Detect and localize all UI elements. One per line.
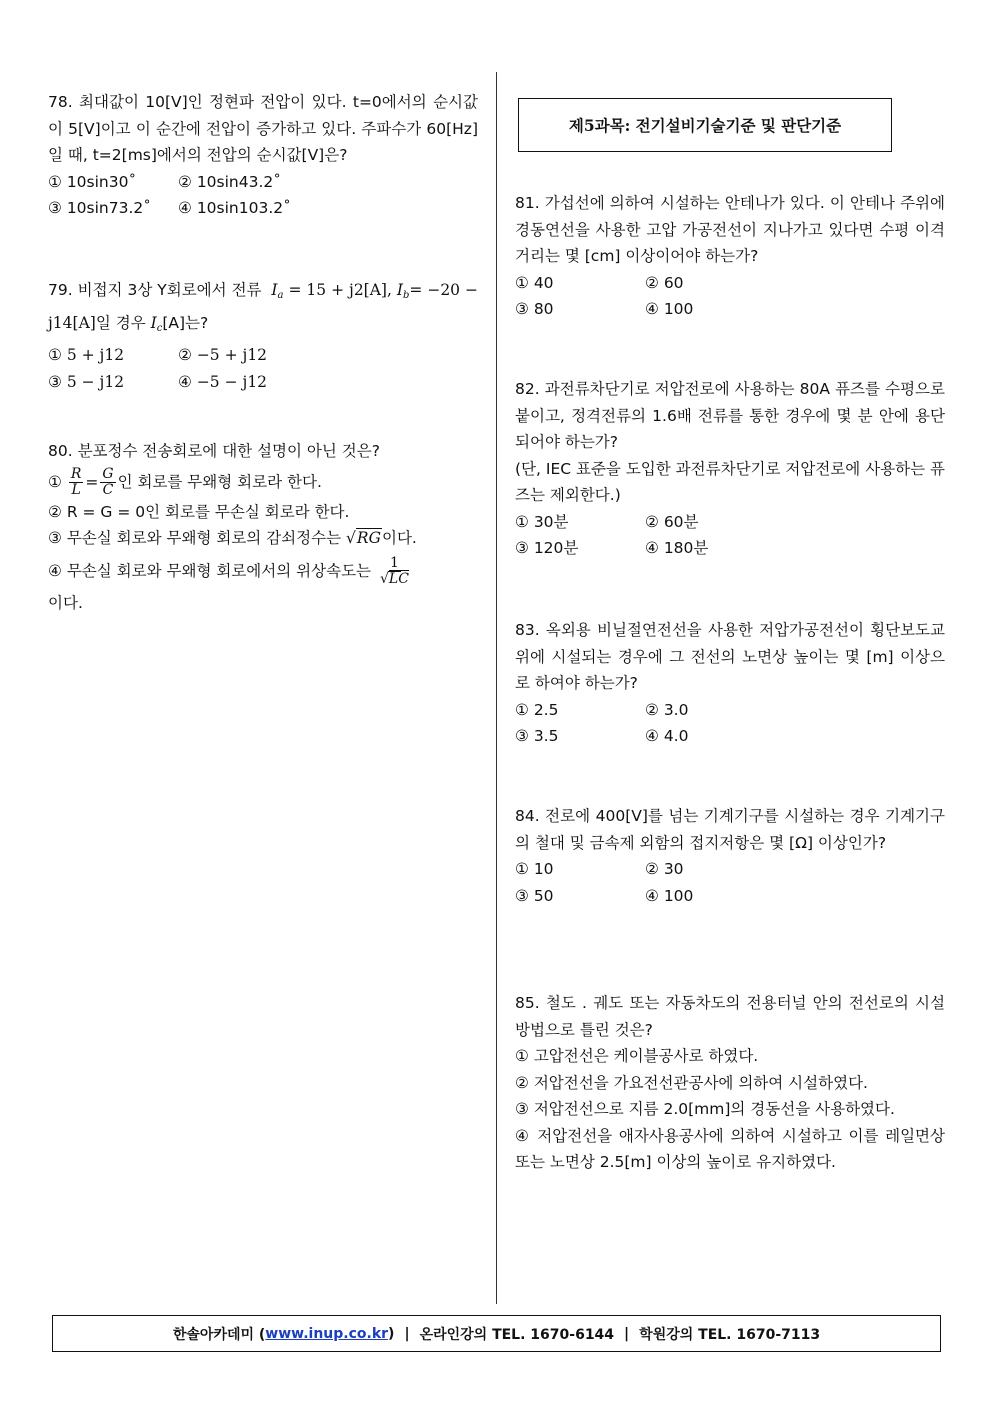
question-85-stem: 85. 철도 . 궤도 또는 자동차도의 전용터널 안의 전선로의 시설방법으로 틀린 것은?: [515, 994, 945, 1039]
current-b-value: = −20 − j14[A]일 경우: [48, 281, 478, 332]
option-1[interactable]: ① 10: [515, 860, 554, 878]
current-c-symbol: $I_c$: [150, 313, 163, 334]
option-1[interactable]: ① 5 + j12: [48, 346, 125, 364]
option-3-tail: 이다.: [381, 529, 417, 547]
option-1[interactable]: ① 30분: [515, 512, 569, 531]
sqrt-rg: √RG: [346, 529, 381, 547]
footer-website-link[interactable]: www.inup.co.kr: [265, 1325, 389, 1342]
question-84: [515, 803, 945, 909]
option-1[interactable]: ① 10sin30˚: [48, 172, 137, 191]
option-4[interactable]: ④ 180분: [645, 539, 709, 557]
option-3[interactable]: [48, 525, 478, 552]
question-80: [48, 438, 478, 616]
question-79-stem: [48, 277, 478, 342]
question-81-stem: 81. 가섭선에 의하여 시설하는 안테나가 있다. 이 안테나 주위에 경동연선을 사용한 고압 가공전선이 지나가고 있다면 수평 이격거리는 몇 [cm] 이상이어야 하는가?: [515, 194, 945, 265]
option-3[interactable]: ③ 5 − j12: [48, 372, 125, 391]
footer-offline-phone: 학원강의 TEL. 1670-7113: [639, 1326, 821, 1343]
question-82-stem: 82. 과전류차단기로 저압전로에 사용하는 80A 퓨즈를 수평으로 붙이고, 정격전류의 1.6배 전류를 통한 경우에 몇 분 안에 용단되어야 하는가?: [515, 380, 945, 451]
option-3[interactable]: ③ 3.5: [515, 727, 559, 745]
option-2[interactable]: ② 60: [645, 273, 684, 292]
option-4[interactable]: [48, 552, 478, 590]
option-3[interactable]: ③ 10sin73.2˚: [48, 199, 152, 217]
option-4[interactable]: ④ 100: [645, 300, 694, 318]
question-82-note: (단, IEC 표준을 도입한 과전류차단기로 저압전로에 사용하는 퓨즈는 제외한다.): [515, 459, 946, 504]
option-1-text: 인 회로를 무왜형 회로라 한다.: [117, 472, 322, 491]
fraction-r-over-l: $\frac{R}{L}$: [70, 465, 82, 498]
fraction-g-over-c: $\frac{G}{C}$: [102, 465, 114, 498]
fraction-1-over-sqrt-lc: $\frac{1}{√LC}$: [379, 554, 409, 587]
column-divider: [496, 72, 497, 1304]
option-4[interactable]: ④ 저압전선을 애자사용공사에 의하여 시설하고 이를 레일면상 또는 노면상 2.5[m] 이상의 높이로 유지하였다.: [515, 1126, 945, 1171]
option-2[interactable]: ② 10sin43.2˚: [178, 172, 282, 191]
option-2[interactable]: ② R = G = 0인 회로를 무손실 회로라 한다.: [48, 502, 350, 521]
option-2[interactable]: ② 60분: [645, 512, 699, 531]
question-83: [515, 617, 945, 750]
option-1[interactable]: ① 40: [515, 273, 554, 292]
question-83-options: [515, 697, 945, 750]
question-79: [48, 277, 478, 395]
option-4[interactable]: ④ 10sin103.2˚: [178, 199, 291, 217]
option-4[interactable]: ④ 4.0: [645, 727, 689, 745]
question-84-options: [515, 856, 945, 909]
question-85: [515, 990, 945, 1176]
footer-close-paren: ): [388, 1325, 395, 1342]
section-title: 제5과목: 전기설비기술기준 및 판단기준: [518, 98, 892, 152]
question-82: [515, 376, 945, 562]
option-4-text: ④ 무손실 회로와 무왜형 회로에서의 위상속도는: [48, 561, 372, 580]
question-84-stem: 84. 전로에 400[V]를 넘는 기계기구를 시설하는 경우 기계기구의 철대 및 금속제 외함의 접지저항은 몇 [Ω] 이상인가?: [515, 807, 945, 852]
option-2[interactable]: ② 저압전선을 가요전선관공사에 의하여 시설하였다.: [515, 1073, 868, 1092]
question-78: [48, 89, 478, 222]
current-a-symbol: $I_a$: [271, 281, 284, 301]
option-4[interactable]: ④ −5 − j12: [178, 372, 268, 391]
footer: [52, 1315, 941, 1352]
option-4[interactable]: ④ 100: [645, 886, 694, 905]
footer-online-phone: 온라인강의 TEL. 1670-6144: [419, 1326, 615, 1343]
option-1[interactable]: ① 2.5: [515, 700, 559, 719]
option-2[interactable]: ② 30: [645, 860, 684, 878]
footer-academy: 한솔아카데미 (: [172, 1326, 266, 1343]
current-a-value: = 15 + j2[A],: [288, 281, 392, 299]
option-3[interactable]: ③ 120분: [515, 539, 579, 557]
question-79-options: [48, 342, 478, 395]
question-80-stem: 80. 분포정수 전송회로에 대한 설명이 아닌 것은?: [48, 442, 380, 460]
option-3[interactable]: ③ 50: [515, 886, 554, 905]
question-82-options: [515, 509, 945, 562]
footer-separator: |: [404, 1325, 410, 1342]
option-2[interactable]: ② −5 + j12: [178, 346, 268, 364]
option-1[interactable]: ① $\frac{R}{L}$ = $\frac{G}{C}$ 인 회로를 무왜형 회로라 한다.: [48, 465, 322, 498]
question-83-stem: 83. 옥외용 비닐절연전선을 사용한 저압가공전선이 횡단보도교 위에 시설되는 경우에 그 전선의 노면상 높이는 몇 [m] 이상으로 하여야 하는가?: [515, 621, 945, 692]
option-3[interactable]: ③ 80: [515, 300, 554, 318]
current-c-ask: [A]는?: [162, 313, 209, 332]
option-1[interactable]: ① 고압전선은 케이블공사로 하였다.: [515, 1047, 759, 1065]
question-78-stem: 78. 최대값이 10[V]인 정현파 전압이 있다. t=0에서의 순시값이 5[V]이고 이 순간에 전압이 증가하고 있다. 주파수가 60[Hz]일 때, t=2[ms]에서의 전압의 순시값[V]은?: [48, 93, 478, 164]
option-2[interactable]: ② 3.0: [645, 700, 689, 719]
question-79-stem-text: 79. 비접지 3상 Y회로에서 전류: [48, 281, 262, 299]
question-78-options: [48, 169, 478, 222]
option-3-text: ③ 무손실 회로와 무왜형 회로의 감쇠정수는: [48, 529, 342, 547]
option-3[interactable]: ③ 저압전선으로 지름 2.0[mm]의 경동선을 사용하였다.: [515, 1100, 895, 1118]
question-81-options: [515, 270, 945, 323]
question-81: [515, 190, 945, 323]
option-4-tail: 이다.: [48, 593, 83, 612]
footer-separator: |: [624, 1325, 630, 1342]
current-b-symbol: $I_b$: [396, 281, 410, 301]
